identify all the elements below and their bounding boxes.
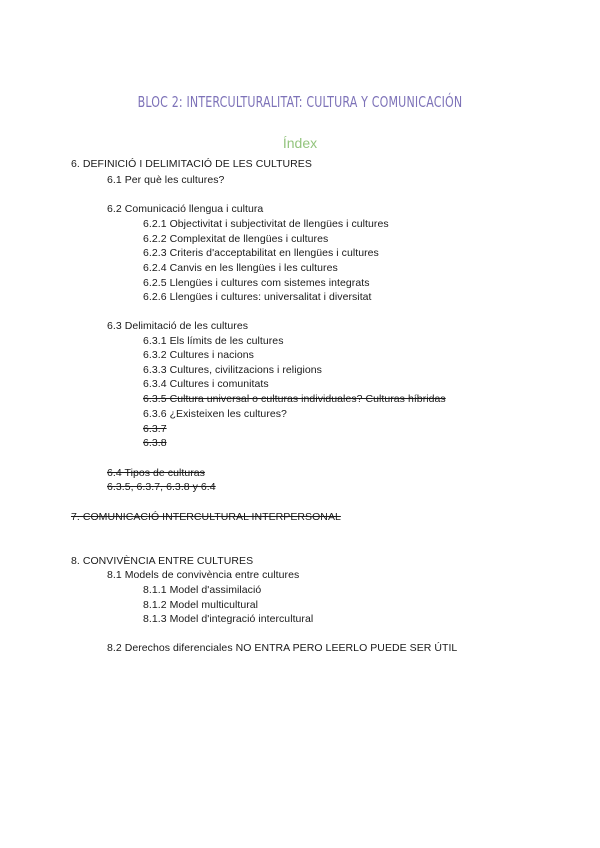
toc-entry: 8.1.2 Model multicultural xyxy=(143,599,259,611)
toc-entry: 8.1.1 Model d'assimilació xyxy=(143,584,262,596)
toc-entry: 6.3.4 Cultures i comunitats xyxy=(143,378,269,390)
document-title: BLOC 2: INTERCULTURALITAT: CULTURA Y COMUNICACIÓN xyxy=(137,93,463,111)
toc-entry-struck: 6.4 Tipos de culturas xyxy=(107,467,205,479)
toc-entry: 6.3.2 Cultures i nacions xyxy=(143,349,254,361)
toc-entry-struck: 6.3.7 xyxy=(143,423,167,435)
toc-entry: 6.3.1 Els límits de les cultures xyxy=(143,335,284,347)
toc-entry: 6.2 Comunicació llengua i cultura xyxy=(107,203,264,215)
toc-entry: 6.2.5 Llengües i cultures com sistemes integrats xyxy=(143,277,370,289)
toc-entry: 6. DEFINICIÓ I DELIMITACIÓ DE LES CULTURES xyxy=(71,158,312,170)
toc-entry: 8.2 Derechos diferenciales NO ENTRA PERO LEERLO PUEDE SER ÚTIL xyxy=(107,642,458,654)
toc-entry-struck: 6.3.5, 6.3.7, 6.3.8 y 6.4 xyxy=(107,481,216,493)
toc-entry: 6.3.6 ¿Existeixen les cultures? xyxy=(143,408,287,420)
toc-entry: 6.2.2 Complexitat de llengües i cultures xyxy=(143,233,329,245)
toc-entry: 6.2.3 Criteris d'acceptabilitat en llengües i cultures xyxy=(143,247,379,259)
toc-entry-struck: 7. COMUNICACIÓ INTERCULTURAL INTERPERSONAL xyxy=(71,511,341,523)
toc-entry-struck: 6.3.8 xyxy=(143,437,167,449)
toc-entry: 6.3 Delimitació de les cultures xyxy=(107,320,249,332)
toc-entry: 6.2.1 Objectivitat i subjectivitat de llengües i cultures xyxy=(143,218,389,230)
index-heading: Índex xyxy=(282,135,318,151)
toc-entry: 6.3.3 Cultures, civilitzacions i religions xyxy=(143,364,322,376)
toc-entry: 6.2.6 Llengües i cultures: universalitat i diversitat xyxy=(143,291,372,303)
toc-entry: 8.1 Models de convivència entre cultures xyxy=(107,569,300,581)
toc-entry-struck: 6.3.5 Cultura universal o culturas individuales? Culturas híbridas xyxy=(143,393,446,405)
toc-entry: 8.1.3 Model d'integració intercultural xyxy=(143,613,314,625)
toc-entry: 6.1 Per què les cultures? xyxy=(107,174,225,186)
toc-entry: 6.2.4 Canvis en les llengües i les cultures xyxy=(143,262,338,274)
toc-entry: 8. CONVIVÈNCIA ENTRE CULTURES xyxy=(71,555,254,567)
